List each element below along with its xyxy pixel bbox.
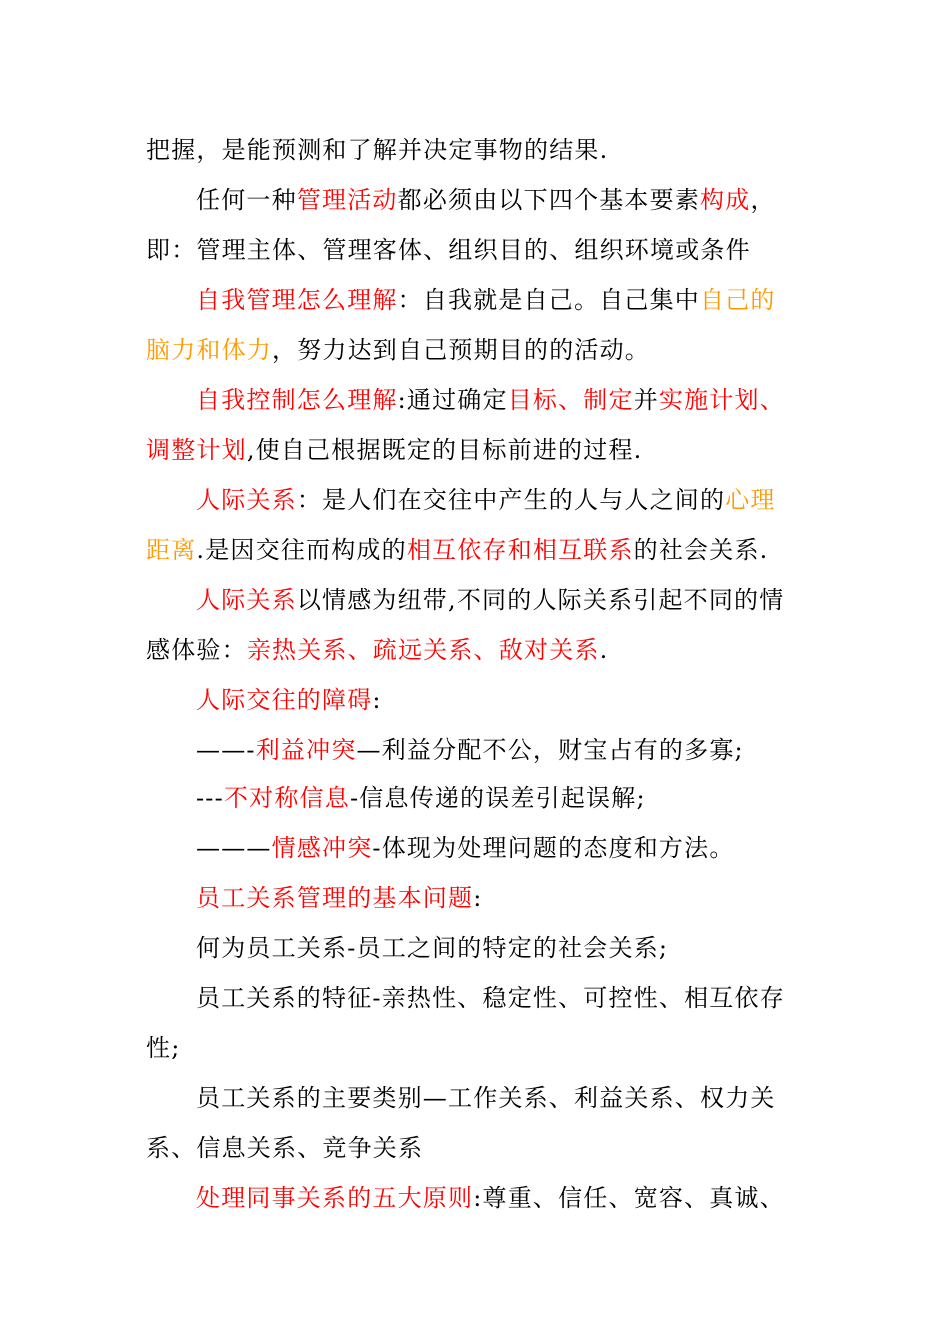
text-line [146,330,806,370]
text-line [196,778,806,818]
text-line [196,978,806,1018]
text-segment: 即：管理主体、管理客体、组织目的、组织环境或条件 [146,236,751,264]
highlighted-term: 人际交往的障碍 [196,686,373,714]
highlighted-term: 处理同事关系的五大原则 [196,1184,474,1212]
text-segment: : [372,686,382,714]
text-line [196,680,806,720]
text-segment: 员工关系的特征-亲热性、稳定性、可控性、相互依存 [196,984,785,1012]
text-segment: 的社会关系. [633,536,769,564]
text-line [196,1078,806,1118]
text-line [146,130,806,170]
highlighted-term: 构成 [700,186,751,214]
highlighted-term: 自我控制怎么理解 [196,386,398,414]
text-segment: ：自我就是自己。自己集中 [397,286,701,314]
highlighted-term: 管理活动 [296,186,398,214]
highlighted-term: 人际关系 [196,586,297,614]
text-segment: 员工关系的主要类别—工作关系、利益关系、权力关 [196,1084,776,1112]
text-segment: -信息传递的误差引起误解; [349,784,646,812]
text-line [196,878,806,918]
text-segment: . [599,636,609,664]
text-line [146,1128,806,1168]
text-line [196,828,806,868]
text-segment: .是因交往而构成的 [196,536,407,564]
text-segment: : [473,884,483,912]
text-segment: 并 [633,386,659,414]
highlighted-term: 目标、制定 [507,386,634,414]
text-line [146,230,806,270]
text-segment: 都必须由以下四个基本要素 [397,186,701,214]
highlighted-term: 距离 [146,536,197,564]
highlighted-term: 不对称信息 [223,784,350,812]
text-segment: :尊重、信任、宽容、真诚、 [473,1184,785,1212]
highlighted-term: 人际关系 [196,486,297,514]
highlighted-term: 相互依存和相互联系 [406,536,634,564]
text-line [196,480,806,520]
highlighted-term: 脑力和体力 [146,336,272,364]
text-segment: :通过确定 [397,386,508,414]
text-segment: 系、信息关系、竞争关系 [146,1134,424,1162]
text-segment: 性; [146,1034,181,1062]
text-segment: ， [750,186,776,214]
text-segment: ：是人们在交往中产生的人与人之间的 [296,486,726,514]
highlighted-term: 员工关系管理的基本问题 [196,884,474,912]
text-line [196,380,806,420]
highlighted-term: 利益冲突 [255,736,357,764]
text-segment: ,使自己根据既定的目标前进的过程. [246,436,643,464]
text-line [146,530,806,570]
text-segment: —利益分配不公，财宝占有的多寡; [356,736,744,764]
highlighted-term: 心理 [725,486,776,514]
text-line [146,1028,806,1068]
text-line [196,280,806,320]
text-segment: -体现为处理问题的态度和方法。 [372,834,735,862]
text-segment: 感体验： [146,636,247,664]
text-segment: 任何一种 [196,186,297,214]
highlighted-term: 实施计划、 [658,386,785,414]
highlighted-term: 亲热关系、疏远关系、敌对关系 [246,636,600,664]
text-line [196,730,806,770]
text-line [196,580,806,620]
text-line [146,430,806,470]
highlighted-term: 调整计划 [146,436,247,464]
text-segment: ——— [196,834,272,862]
text-segment: 以情感为纽带,不同的人际关系引起不同的情 [296,586,785,614]
text-segment: ，努力达到自己预期目的的活动。 [272,336,650,364]
text-line [196,928,806,968]
text-line [196,1178,806,1218]
highlighted-term: 情感冲突 [271,834,373,862]
text-line [146,630,806,670]
highlighted-term: 自己的 [700,286,776,314]
highlighted-term: 自我管理怎么理解 [196,286,398,314]
text-segment: ——- [196,736,256,764]
text-line [196,180,806,220]
text-segment: 何为员工关系-员工之间的特定的社会关系; [196,934,669,962]
text-segment: --- [196,784,224,812]
text-segment: 把握，是能预测和了解并决定事物的结果. [146,136,609,164]
